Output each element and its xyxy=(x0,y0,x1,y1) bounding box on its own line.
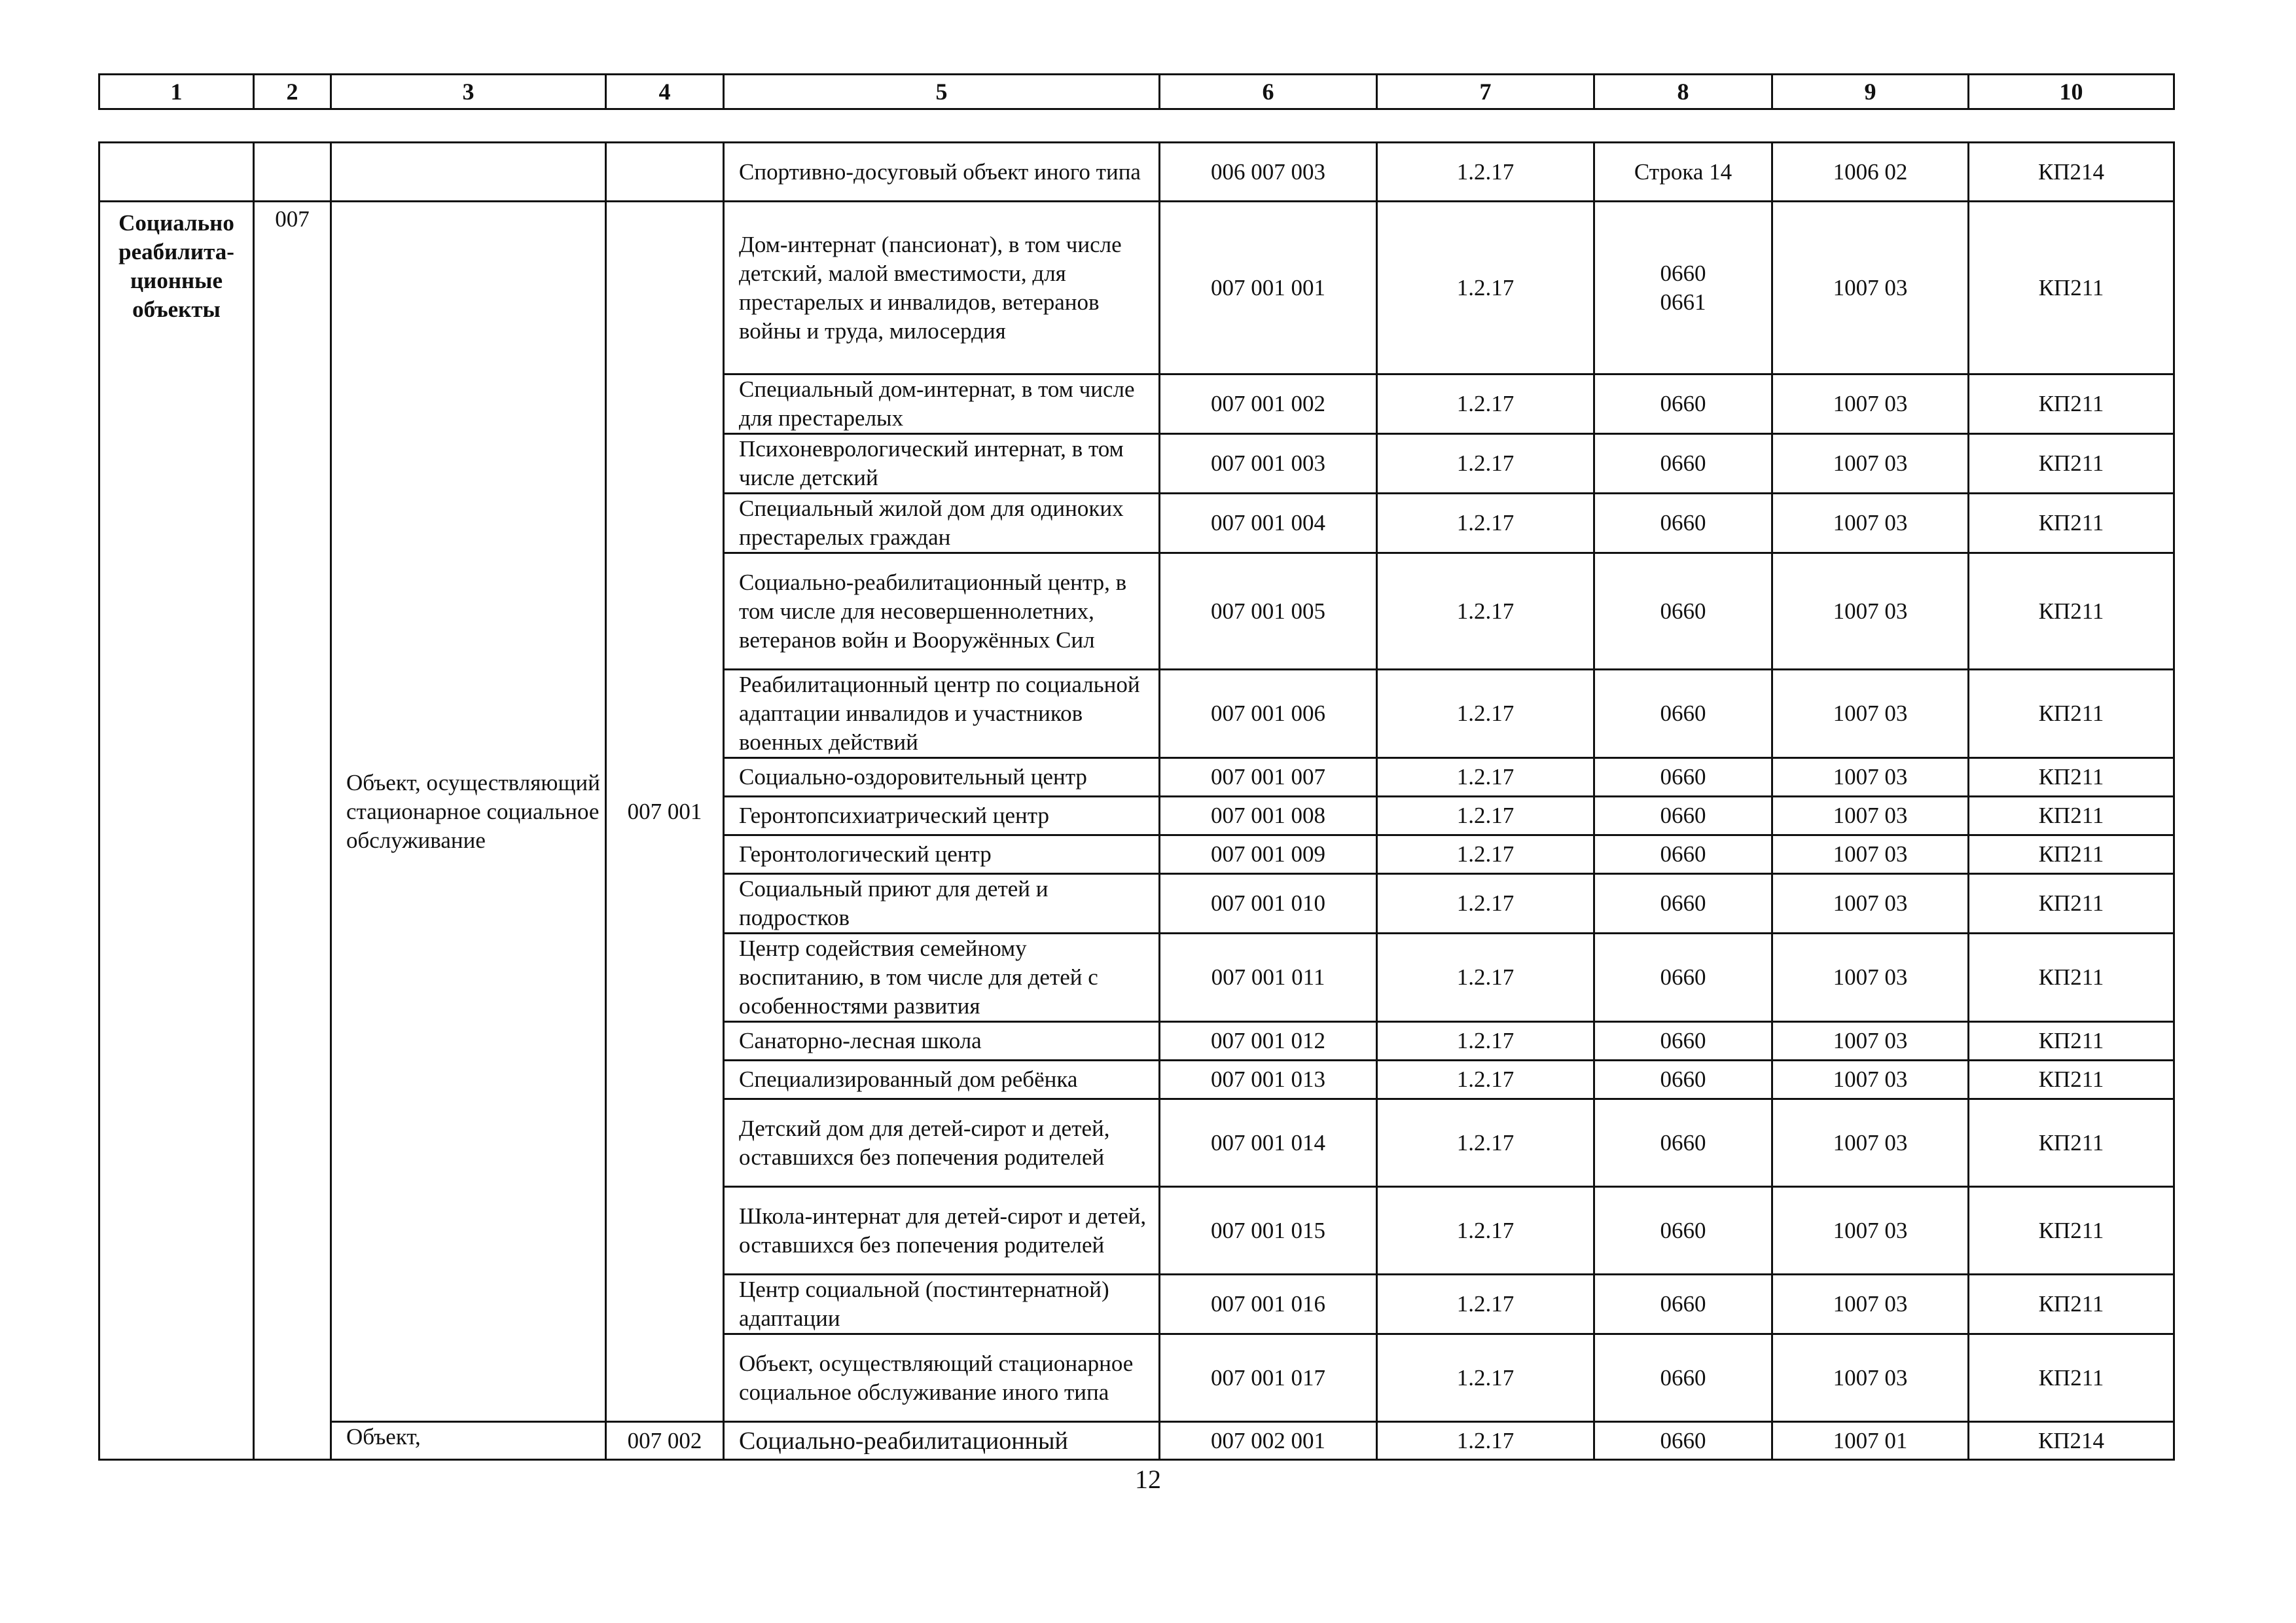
header-col-7: 7 xyxy=(1377,75,1594,109)
header-col-3: 3 xyxy=(331,75,606,109)
budget-code: 1007 01 xyxy=(1772,1422,1969,1460)
section-ref: 1.2.17 xyxy=(1377,374,1594,434)
object-name: Санаторно-лесная школа xyxy=(724,1022,1160,1061)
group-code: 007 001 xyxy=(606,202,724,1422)
object-code: 007 001 003 xyxy=(1160,434,1377,494)
object-code: 006 007 003 xyxy=(1160,143,1377,202)
empty-cell xyxy=(99,143,254,202)
table-row xyxy=(99,1422,2174,1460)
header-col-9: 9 xyxy=(1772,75,1969,109)
object-name: Социальный приют для детей и подростков xyxy=(724,874,1160,934)
budget-code: 1007 03 xyxy=(1772,202,1969,374)
object-code: 007 001 016 xyxy=(1160,1275,1377,1334)
budget-code: 1007 03 xyxy=(1772,1099,1969,1187)
section-ref: 1.2.17 xyxy=(1377,202,1594,374)
line-ref: 0660 xyxy=(1594,1275,1772,1334)
line-ref: 0660 xyxy=(1594,758,1772,797)
line-ref: 0660 xyxy=(1594,835,1772,874)
header-col-1: 1 xyxy=(99,75,254,109)
budget-code: 1007 03 xyxy=(1772,758,1969,797)
budget-code: 1007 03 xyxy=(1772,1022,1969,1061)
kp-code: КП214 xyxy=(1969,1422,2174,1460)
section-ref: 1.2.17 xyxy=(1377,797,1594,835)
table-row xyxy=(99,143,2174,202)
header-col-8: 8 xyxy=(1594,75,1772,109)
kp-code: КП214 xyxy=(1969,143,2174,202)
budget-code: 1007 03 xyxy=(1772,797,1969,835)
line-ref: 0660 xyxy=(1594,1061,1772,1099)
line-ref: 0660 xyxy=(1594,874,1772,934)
line-ref: 0660 0661 xyxy=(1594,202,1772,374)
object-code: 007 001 008 xyxy=(1160,797,1377,835)
object-code: 007 002 001 xyxy=(1160,1422,1377,1460)
object-name: Спортивно-досуговый объект иного типа xyxy=(724,143,1160,202)
object-code: 007 001 005 xyxy=(1160,553,1377,670)
object-name: Геронтопсихиатрический центр xyxy=(724,797,1160,835)
table-row xyxy=(99,202,2174,374)
object-name: Школа-интернат для детей-сирот и детей, оставшихся без попечения родителей xyxy=(724,1187,1160,1275)
object-name: Дом-интернат (пансионат), в том числе детский, малой вместимости, для престарелых и инвалидов, ветеранов войны и труда, милосердия xyxy=(724,202,1160,374)
object-name: Специальный дом-интернат, в том числе для престарелых xyxy=(724,374,1160,434)
section-ref: 1.2.17 xyxy=(1377,758,1594,797)
empty-cell xyxy=(331,143,606,202)
section-ref: 1.2.17 xyxy=(1377,670,1594,758)
kp-code: КП211 xyxy=(1969,758,2174,797)
kp-code: КП211 xyxy=(1969,1275,2174,1334)
object-code: 007 001 007 xyxy=(1160,758,1377,797)
budget-code: 1007 03 xyxy=(1772,1334,1969,1422)
object-code: 007 001 014 xyxy=(1160,1099,1377,1187)
empty-cell xyxy=(606,143,724,202)
budget-code: 1007 03 xyxy=(1772,1061,1969,1099)
header-col-2: 2 xyxy=(254,75,331,109)
kp-code: КП211 xyxy=(1969,1187,2174,1275)
object-code: 007 001 004 xyxy=(1160,494,1377,553)
kp-code: КП211 xyxy=(1969,1334,2174,1422)
kp-code: КП211 xyxy=(1969,670,2174,758)
category-code: 007 xyxy=(254,202,331,1460)
kp-code: КП211 xyxy=(1969,202,2174,374)
object-name: Социально-реабилитационный центр, в том числе для несовершеннолетних, ветеранов войн и Вооружённых Сил xyxy=(724,553,1160,670)
line-ref: 0660 xyxy=(1594,1099,1772,1187)
object-code: 007 001 015 xyxy=(1160,1187,1377,1275)
section-ref: 1.2.17 xyxy=(1377,494,1594,553)
line-ref: Строка 14 xyxy=(1594,143,1772,202)
kp-code: КП211 xyxy=(1969,434,2174,494)
object-name: Специальный жилой дом для одиноких престарелых граждан xyxy=(724,494,1160,553)
page-number: 12 xyxy=(1135,1465,1161,1494)
classifier-table xyxy=(98,141,2175,1461)
group-name: Объект, осуществляющий стационарное социальное обслуживание xyxy=(331,202,606,1422)
category-name: Социально реабилита-ционные объекты xyxy=(99,202,254,1460)
line-ref: 0660 xyxy=(1594,1422,1772,1460)
section-ref: 1.2.17 xyxy=(1377,874,1594,934)
object-name: Объект, осуществляющий стационарное социальное обслуживание иного типа xyxy=(724,1334,1160,1422)
empty-cell xyxy=(254,143,331,202)
kp-code: КП211 xyxy=(1969,1061,2174,1099)
section-ref: 1.2.17 xyxy=(1377,1334,1594,1422)
kp-code: КП211 xyxy=(1969,874,2174,934)
object-code: 007 001 013 xyxy=(1160,1061,1377,1099)
section-ref: 1.2.17 xyxy=(1377,1275,1594,1334)
object-code: 007 001 001 xyxy=(1160,202,1377,374)
budget-code: 1007 03 xyxy=(1772,553,1969,670)
object-code: 007 001 010 xyxy=(1160,874,1377,934)
object-name: Детский дом для детей-сирот и детей, оставшихся без попечения родителей xyxy=(724,1099,1160,1187)
object-code: 007 001 009 xyxy=(1160,835,1377,874)
budget-code: 1007 03 xyxy=(1772,1275,1969,1334)
section-ref: 1.2.17 xyxy=(1377,934,1594,1022)
line-ref: 0660 xyxy=(1594,553,1772,670)
kp-code: КП211 xyxy=(1969,934,2174,1022)
line-ref: 0660 xyxy=(1594,494,1772,553)
kp-code: КП211 xyxy=(1969,1022,2174,1061)
object-name: Социально-реабилитационный xyxy=(724,1422,1160,1460)
line-ref: 0660 xyxy=(1594,670,1772,758)
group-code: 007 002 xyxy=(606,1422,724,1460)
section-ref: 1.2.17 xyxy=(1377,143,1594,202)
kp-code: КП211 xyxy=(1969,494,2174,553)
budget-code: 1007 03 xyxy=(1772,494,1969,553)
section-ref: 1.2.17 xyxy=(1377,553,1594,670)
line-ref: 0660 xyxy=(1594,797,1772,835)
kp-code: КП211 xyxy=(1969,1099,2174,1187)
object-name: Специализированный дом ребёнка xyxy=(724,1061,1160,1099)
section-ref: 1.2.17 xyxy=(1377,1422,1594,1460)
header-col-10: 10 xyxy=(1969,75,2174,109)
object-name: Центр содействия семейному воспитанию, в том числе для детей с особенностями развития xyxy=(724,934,1160,1022)
line-ref: 0660 xyxy=(1594,434,1772,494)
section-ref: 1.2.17 xyxy=(1377,434,1594,494)
object-code: 007 001 012 xyxy=(1160,1022,1377,1061)
object-name: Реабилитационный центр по социальной адаптации инвалидов и участников военных действий xyxy=(724,670,1160,758)
object-code: 007 001 006 xyxy=(1160,670,1377,758)
budget-code: 1007 03 xyxy=(1772,670,1969,758)
section-ref: 1.2.17 xyxy=(1377,835,1594,874)
object-code: 007 001 017 xyxy=(1160,1334,1377,1422)
object-name: Социально-оздоровительный центр xyxy=(724,758,1160,797)
header-col-6: 6 xyxy=(1160,75,1377,109)
budget-code: 1007 03 xyxy=(1772,835,1969,874)
kp-code: КП211 xyxy=(1969,835,2174,874)
object-code: 007 001 011 xyxy=(1160,934,1377,1022)
budget-code: 1007 03 xyxy=(1772,374,1969,434)
header-col-4: 4 xyxy=(606,75,724,109)
line-ref: 0660 xyxy=(1594,1334,1772,1422)
budget-code: 1007 03 xyxy=(1772,1187,1969,1275)
object-code: 007 001 002 xyxy=(1160,374,1377,434)
kp-code: КП211 xyxy=(1969,797,2174,835)
budget-code: 1006 02 xyxy=(1772,143,1969,202)
line-ref: 0660 xyxy=(1594,934,1772,1022)
object-name: Центр социальной (постинтернатной) адаптации xyxy=(724,1275,1160,1334)
line-ref: 0660 xyxy=(1594,374,1772,434)
header-col-5: 5 xyxy=(724,75,1160,109)
column-number-header xyxy=(98,73,2175,110)
kp-code: КП211 xyxy=(1969,553,2174,670)
section-ref: 1.2.17 xyxy=(1377,1099,1594,1187)
line-ref: 0660 xyxy=(1594,1187,1772,1275)
object-name: Психоневрологический интернат, в том числе детский xyxy=(724,434,1160,494)
section-ref: 1.2.17 xyxy=(1377,1061,1594,1099)
object-name: Геронтологический центр xyxy=(724,835,1160,874)
group-name: Объект, xyxy=(331,1422,606,1460)
budget-code: 1007 03 xyxy=(1772,434,1969,494)
section-ref: 1.2.17 xyxy=(1377,1022,1594,1061)
kp-code: КП211 xyxy=(1969,374,2174,434)
budget-code: 1007 03 xyxy=(1772,874,1969,934)
line-ref: 0660 xyxy=(1594,1022,1772,1061)
budget-code: 1007 03 xyxy=(1772,934,1969,1022)
section-ref: 1.2.17 xyxy=(1377,1187,1594,1275)
